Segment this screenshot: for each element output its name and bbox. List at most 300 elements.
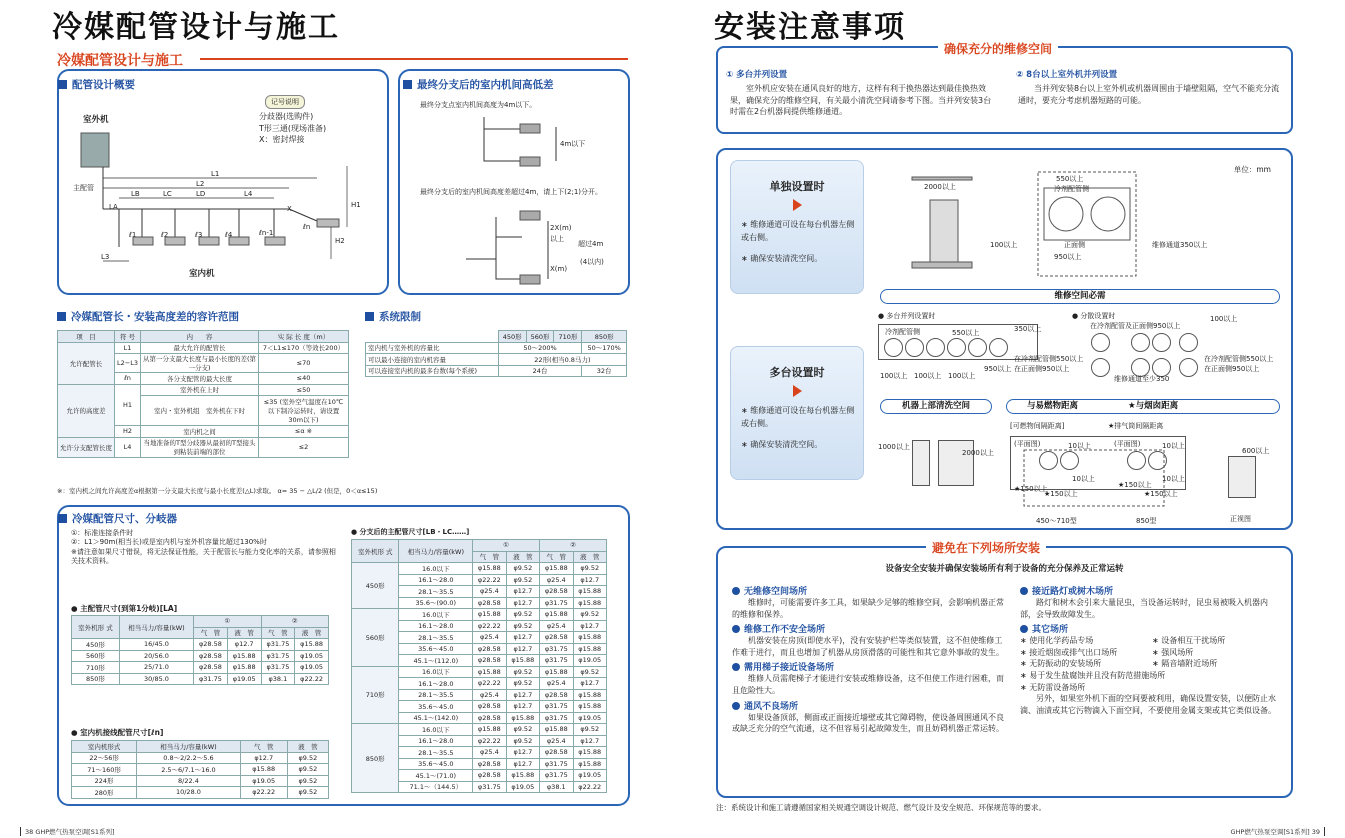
table-row (352, 724, 607, 736)
cell: φ15.88 (573, 643, 607, 655)
cell: 35.6～45.0 (399, 643, 473, 655)
cell: φ12.7 (506, 701, 539, 713)
cell: φ19.05 (573, 770, 607, 782)
height-note1: 最终分支点室内机间高度为4m以下。 (420, 101, 537, 109)
cell: φ28.58 (473, 758, 506, 770)
table-row (72, 650, 329, 662)
cell: φ9.52 (287, 787, 328, 799)
legend-title: 记号说明 (265, 95, 305, 109)
cell: φ15.88 (573, 632, 607, 644)
dim-label: 10以上 (1068, 442, 1091, 450)
dim-label: ● 分散设置时 (1072, 312, 1116, 320)
cell: 当地准备的T型分歧器从最初的T型接头到粘装前端的部位 (140, 437, 258, 457)
dim-label: ★150以上 (1144, 490, 1178, 498)
cell: φ31.75 (473, 781, 506, 793)
avoid-box (716, 541, 1293, 798)
height-box (398, 69, 630, 295)
cell: φ22.22 (473, 620, 506, 632)
unit-label: 单位：mm (1233, 165, 1271, 174)
dim-H2: H2 (335, 237, 345, 245)
cell: φ9.52 (573, 666, 607, 678)
cell: φ19.05 (227, 673, 261, 685)
cell: 280形 (72, 787, 137, 799)
pill-fire: 与易燃物距离 (1027, 401, 1079, 411)
cell: 16.0以下 (399, 724, 473, 736)
cell: φ31.75 (540, 712, 573, 724)
avoid-title: 无维修空间场所 (744, 587, 808, 597)
cell: φ15.88 (573, 701, 607, 713)
cell: H2 (115, 426, 141, 438)
system-table (365, 330, 627, 377)
th: ② (261, 616, 328, 628)
single-items (741, 219, 859, 265)
table-row (72, 639, 329, 651)
cell: φ28.58 (540, 586, 573, 598)
maint-box (716, 42, 1293, 134)
height-heading: 最终分支后的室内机间高低差 (403, 77, 554, 92)
cell: φ28.58 (194, 639, 228, 651)
height-note2: 最终分支后的室内机间高度差超过4m，请上下(2;1)分开。 (420, 188, 602, 196)
single-panel (730, 160, 864, 294)
size-note: ※请注意如果尺寸错误，将无法保证性能，关于配管长与能力变化率的关系，请参照相关技术资料。 (71, 547, 336, 566)
cell: φ31.75 (194, 673, 228, 685)
dim-label: 950以上 (984, 365, 1012, 373)
cell: φ9.52 (287, 752, 328, 764)
other-item: ∗ 隔音墙附近场所 (1152, 659, 1218, 669)
cell: φ15.88 (573, 597, 607, 609)
indoor-label: 室内机 (189, 269, 215, 279)
dim-label: 350以上 (1014, 325, 1042, 333)
th: 气 管 (261, 627, 295, 639)
system-heading: 系统限制 (365, 309, 421, 324)
page-title-left: 冷媒配管设计与施工 (52, 10, 340, 45)
cell: 最大允许的配管长 (140, 342, 258, 354)
th: 气 管 (473, 551, 506, 563)
cell: φ31.75 (261, 650, 295, 662)
multi-item: ∗ 确保安装清洗空间。 (741, 439, 823, 449)
other-item: ∗ 接近烟囱或排气出口场所 (1020, 647, 1118, 657)
cell: φ25.4 (540, 735, 573, 747)
avoid-text: 另外，如果室外机下面的空间要被利用，确保设置安装，以便防止水滴、油渍或其它污物滴入下面空间，不要使用金属支架或其它类似设备。 (1020, 694, 1276, 715)
dim-LA: LA (109, 203, 118, 211)
other-item: ∗ 设备相互干扰场所 (1152, 636, 1226, 646)
cell: φ9.52 (506, 678, 539, 690)
th: 室外机形 式 (352, 540, 399, 563)
cell: φ15.88 (473, 563, 506, 575)
table-row (352, 666, 607, 678)
multi-item: ∗ 维修通道可设在每台机器左侧或右侧。 (741, 406, 855, 428)
th: ① (194, 616, 261, 628)
cell: ≤α ※ (259, 426, 349, 438)
dim-LB: LB (131, 190, 140, 198)
dim-label: 在冷剂配管侧550以上 (1014, 355, 1084, 363)
dim-label: ★150以上 (1118, 481, 1152, 489)
cell: φ15.88 (573, 586, 607, 598)
dim-label: 550以上 (1056, 175, 1084, 183)
cell: φ12.7 (506, 747, 539, 759)
cell: φ28.58 (473, 712, 506, 724)
th: ① (473, 540, 540, 552)
cell: φ22.22 (473, 574, 506, 586)
cell: H1 (115, 384, 141, 426)
th: 710形 (554, 331, 582, 343)
cell: φ15.88 (506, 712, 539, 724)
cell: 50～170% (582, 342, 627, 354)
th: ② (540, 540, 607, 552)
cell: φ19.05 (295, 662, 329, 674)
dim-label: 100以上 (990, 241, 1018, 249)
cell: 45.1～(71.0) (399, 770, 473, 782)
cell: φ31.75 (540, 643, 573, 655)
cell: φ31.75 (261, 662, 295, 674)
other-item: ∗ 无防雷设备场所 (1020, 682, 1086, 692)
cell: φ15.88 (227, 662, 261, 674)
legend-item: T形三通(现场准备) (259, 123, 327, 133)
cell: φ15.88 (540, 666, 573, 678)
cell: 850形 (72, 673, 120, 685)
cell: φ9.52 (287, 775, 328, 787)
indoor-title: ● 室内机接线配管尺寸[ℓn] (71, 728, 164, 737)
cell: 16.0以下 (399, 563, 473, 575)
cell: φ31.75 (540, 701, 573, 713)
dim-label: 2000以上 (962, 449, 994, 457)
th: 相当马力/容量(kW) (399, 540, 473, 563)
dim-label: 1000以上 (878, 443, 910, 451)
size-note: ②：L1＞90m(相当长)或是室内机与室外机容量比超过130%时 (71, 538, 267, 547)
avoid-title: 其它场所 (1032, 625, 1069, 636)
dim-label: 600以上 (1242, 447, 1270, 455)
dim-LC: LC (163, 190, 172, 198)
distributed-units (1090, 332, 1111, 382)
cell: 室内机与室外机的容量比 (366, 342, 499, 354)
dim-label: ★150以上 (1014, 485, 1048, 493)
branch-size-body (352, 563, 607, 793)
cell: φ19.05 (295, 650, 329, 662)
cell: φ12.7 (227, 639, 261, 651)
cell: 71.1～（144.5） (399, 781, 473, 793)
cell: φ28.58 (540, 747, 573, 759)
cell: φ15.88 (473, 609, 506, 621)
dim-L4: L4 (244, 190, 253, 198)
cell: 710形 (72, 662, 120, 674)
multi-items (741, 405, 859, 451)
avoid-col1 (732, 584, 1004, 735)
cell: 450形 (72, 639, 120, 651)
bottom-note: 注：系统设计和施工请遵循国家相关规通空调设计规范、燃气设计及安全规范、环保规范等的要求。 (716, 803, 1046, 812)
height-dim1: 4m以下 (560, 140, 586, 148)
dim-label: 100以上 (914, 372, 942, 380)
table-row (72, 787, 329, 799)
avoid-title: 通风不良场所 (744, 701, 799, 712)
model-cell: 560形 (352, 609, 399, 667)
th: 液 管 (287, 741, 328, 753)
multi-panel (730, 346, 864, 480)
cell: φ15.88 (540, 563, 573, 575)
cell: φ31.75 (261, 639, 295, 651)
cell: 35.6～45.0 (399, 758, 473, 770)
cell: φ19.05 (240, 775, 287, 787)
dim-l2: ℓ2 (161, 231, 169, 239)
cell: φ12.7 (506, 758, 539, 770)
piping-diagram (59, 71, 389, 295)
cell: φ19.05 (573, 712, 607, 724)
dim-label: [可燃物间隔距离] (1010, 422, 1065, 430)
dim-label: 10以上 (1162, 442, 1185, 450)
single-item: ∗ 确保安装清洗空间。 (741, 253, 823, 263)
maint-heading: 确保充分的维修空间 (938, 40, 1058, 57)
cell: ≤35 (室外空气温度在10℃以下制冷运转时，请设置30m以下) (259, 396, 349, 426)
cell: φ12.7 (240, 752, 287, 764)
cell: 室外机在上时 (140, 384, 258, 396)
cell: 35.6～45.0 (399, 701, 473, 713)
cell: φ9.52 (506, 735, 539, 747)
multi-title: 多台设置时 (769, 366, 825, 379)
avoid-title: 需用梯子接近设备场所 (744, 663, 835, 674)
dim-label: 冷剂配管侧 (1054, 185, 1089, 193)
th: 850形 (582, 331, 627, 343)
dim-L3: L3 (101, 253, 110, 261)
avoid-lead: 设备安全安装并确保安装场所有利于设备的充分保养及正常运转 (885, 564, 1124, 574)
outdoor-label: 室外机 (83, 115, 109, 125)
other-item: ∗ 无防振动的安装场所 (1020, 659, 1102, 669)
indoor-size-table (71, 740, 329, 799)
dim-label: 维修通道至少350 (1114, 375, 1170, 383)
cell: φ22.22 (295, 673, 329, 685)
single-item: ∗ 维修通道可设在每台机器左侧或右侧。 (741, 220, 855, 242)
cell: 25/71.0 (119, 662, 193, 674)
dim-l3: ℓ3 (195, 231, 203, 239)
cell: φ15.88 (227, 650, 261, 662)
avoid-text: 维修人员需爬梯子才能进行安装或维修设备，这不但使工作进行困难，而且危险性大。 (732, 674, 1004, 695)
height-dim4: X(m) (550, 265, 568, 273)
cell: ≤40 (259, 373, 349, 385)
pill-smoke: ★与烟囱距离 (1128, 401, 1179, 411)
cell: 2.5～6/7.1～16.0 (137, 764, 241, 776)
arrow-icon (793, 199, 802, 211)
cell: L1 (115, 342, 141, 354)
th: 室外机形 式 (72, 616, 120, 639)
cell: 16.0以下 (399, 609, 473, 621)
cell: 35.6～(90.0) (399, 597, 473, 609)
cell: φ12.7 (573, 735, 607, 747)
dim-L2: L2 (196, 180, 205, 188)
dim-label: 2000以上 (924, 183, 956, 191)
cell: φ12.7 (573, 678, 607, 690)
height-dim2a: 2X(m) (550, 224, 572, 232)
maint-sec2-title: ② 8台以上室外机并列设置 (1016, 70, 1118, 80)
dim-label: 100以上 (1210, 315, 1238, 323)
dim-label: 在冷剂配管侧550以上 (1204, 355, 1274, 363)
table-row (352, 609, 607, 621)
cell: φ12.7 (506, 586, 539, 598)
cell: 224形 (72, 775, 137, 787)
cell: φ22.22 (473, 735, 506, 747)
dim-ln: ℓn (303, 223, 311, 231)
subtitle-rule (200, 58, 628, 60)
height-dim2b: 以上 (550, 235, 564, 243)
size-notes (71, 529, 341, 567)
tolerance-table (57, 330, 349, 458)
pill-maint-need: 维修空间必需 (880, 289, 1280, 304)
cell: ≤50 (259, 384, 349, 396)
cell: φ15.88 (573, 747, 607, 759)
th: 450形 (498, 331, 526, 343)
th: 内 容 (140, 331, 258, 343)
cell: φ12.7 (506, 632, 539, 644)
cell: 8/22.4 (137, 775, 241, 787)
cell: φ38.1 (540, 781, 573, 793)
dim-label: 10以上 (1162, 475, 1185, 483)
model-cell: 450形 (352, 563, 399, 609)
model-cell: 710形 (352, 666, 399, 724)
cell: 室内・室外机组 室外机在下时 (140, 396, 258, 426)
diagram-box (716, 148, 1293, 530)
cell: φ15.88 (473, 666, 506, 678)
th: 实 际 长 度（m） (259, 331, 349, 343)
maint-sec1-title: ① 多台并列设置 (726, 70, 788, 80)
cell: φ9.52 (506, 609, 539, 621)
dim-label: 850型 (1136, 517, 1157, 525)
dim-label: 维修通道350以上 (1152, 241, 1208, 249)
dim-ln1: ℓn-1 (259, 229, 274, 237)
dim-label: 550以上 (952, 329, 980, 337)
avoid-text: 维修时，可能需要许多工具，如果缺少足够的维修空间，会影响机器正常的维修和保养。 (732, 598, 1004, 619)
cell: φ12.7 (573, 620, 607, 632)
avoid-col2 (1020, 584, 1282, 716)
other-item: ∗ 强风场所 (1152, 647, 1194, 657)
dim-X: X (287, 205, 292, 213)
cell: 28.1～35.5 (399, 747, 473, 759)
model-cell: 850形 (352, 724, 399, 793)
dim-label: 100以上 (948, 372, 976, 380)
cell: 7＜L1≤170（等效长200） (259, 342, 349, 354)
cell: 0.8～2/2.2～5.6 (137, 752, 241, 764)
size-box (57, 505, 630, 806)
other-item: ∗ 易于发生盐腐蚀并且没有防范措施场所 (1020, 670, 1166, 680)
maint-sec2-text: 当并列安装8台以上室外机或机器周围由于墙壁阻隔，空气不能充分流通时，要充分考虑机器短路的可能。 (1018, 84, 1280, 105)
th: 560形 (526, 331, 554, 343)
cell: φ38.1 (261, 673, 295, 685)
th: 气 管 (194, 627, 228, 639)
cell: ≤70 (259, 354, 349, 373)
dim-label: 450～710型 (1036, 517, 1077, 525)
dim-label: ● 多台并列设置时 (878, 312, 936, 320)
cell: φ31.75 (540, 597, 573, 609)
cell: 560形 (72, 650, 120, 662)
table-row (72, 752, 329, 764)
th: 气 管 (540, 551, 573, 563)
dim-l1: ℓ1 (129, 231, 137, 239)
cell: φ31.75 (540, 770, 573, 782)
cell: φ15.88 (506, 655, 539, 667)
cell: φ19.05 (506, 781, 539, 793)
maint-sec1-text: 室外机应安装在通风良好的地方，这样有利于换热器达到最佳换热效果，确保充分的维修空间，有关最小清洗空间请参考下图。当并列安装3台时需在2台机器间提供维修通道。 (730, 84, 992, 117)
section-subtitle: 冷媒配管设计与施工 (57, 53, 183, 69)
main-size-body (72, 639, 329, 685)
cell: φ9.52 (573, 724, 607, 736)
overview-box (57, 69, 389, 295)
cell: φ15.88 (473, 724, 506, 736)
dim-L1: L1 (211, 170, 220, 178)
avoid-title: 接近路灯或树木场所 (1032, 587, 1114, 597)
dim-label: ★排气筒间隔距离 (1108, 422, 1164, 430)
cell: φ28.58 (194, 662, 228, 674)
cell: 22形(相当0.8马力) (498, 354, 626, 366)
cell: φ28.58 (540, 689, 573, 701)
cell: φ22.22 (240, 787, 287, 799)
dim-label: (平面图) (1114, 440, 1141, 448)
th: 液 管 (573, 551, 607, 563)
size-heading: 冷媒配管尺寸、分岐器 (58, 511, 177, 526)
cell: φ15.88 (506, 770, 539, 782)
cell: 各分支配管的最大长度 (140, 373, 258, 385)
table-row (72, 673, 329, 685)
cell: 30/85.0 (119, 673, 193, 685)
cell: 16.1～28.0 (399, 678, 473, 690)
cell: φ28.58 (473, 655, 506, 667)
th: 相当马力/容量(kW) (119, 616, 193, 639)
cell: φ25.4 (473, 586, 506, 598)
cell: φ9.52 (573, 609, 607, 621)
cell: φ31.75 (540, 655, 573, 667)
tolerance-note: ※：室内机之间允许高度差α根据第一分支最大长度与最小长度差(△L)求取。 α= 35 − △L/2 (但是，0＜α≤15) (57, 487, 378, 495)
dim-label: (平面图) (1014, 440, 1041, 448)
table-row (72, 764, 329, 776)
dim-label: 100以上 (880, 372, 908, 380)
cell: φ22.22 (473, 678, 506, 690)
cell: 可以连接室内机的最多台数(每个系统) (366, 365, 499, 377)
cell: 32台 (582, 365, 627, 377)
cell: φ9.52 (506, 563, 539, 575)
th: 相当马力/容量(kW) (137, 741, 241, 753)
cell: φ12.7 (506, 597, 539, 609)
cell: φ15.88 (540, 609, 573, 621)
cell: 从第一分支最大长度与最小长度的差(第一分支) (140, 354, 258, 373)
tolerance-heading: 冷媒配管长・安装高度差的容许范围 (57, 309, 239, 324)
cell: φ15.88 (540, 724, 573, 736)
cell: 45.1～(142.0) (399, 712, 473, 724)
dim-l4: ℓ4 (225, 231, 233, 239)
cell: φ12.7 (506, 689, 539, 701)
cell: φ9.52 (506, 620, 539, 632)
cell: 28.1～35.5 (399, 689, 473, 701)
th: 项 目 (58, 331, 115, 343)
cell: 28.1～35.5 (399, 586, 473, 598)
cell: φ25.4 (540, 678, 573, 690)
th: 符 号 (115, 331, 141, 343)
cell: 10/28.0 (137, 787, 241, 799)
cell: φ28.58 (473, 643, 506, 655)
cell: 允许的高度差 (58, 384, 115, 437)
main-size-table (71, 615, 329, 685)
dim-label: 正面侧 (1064, 241, 1085, 249)
dim-label: 10以上 (1072, 475, 1095, 483)
pill-top-clean: 机器上部清洗空间 (880, 399, 992, 414)
dim-LD: LD (196, 190, 206, 198)
avoid-text: 路灯和树木会引来大量昆虫，当设备运转时，昆虫易被吸入机器内部，会导致故障发生。 (1020, 598, 1268, 619)
cell: φ31.75 (540, 758, 573, 770)
dim-label: 在正面侧950以上 (1014, 365, 1070, 373)
cell: φ28.58 (473, 597, 506, 609)
cell: L2−L3 (115, 354, 141, 373)
avoid-title: 维修工作不安全场所 (744, 625, 826, 636)
table-row (352, 563, 607, 575)
footer-left: 38 GHP燃气热泵空调[S1系列] (20, 827, 115, 836)
branch-size-table (351, 539, 607, 793)
th: 液 管 (227, 627, 261, 639)
cell: 允许分支配管长度 (58, 437, 115, 457)
cell: L4 (115, 437, 141, 457)
